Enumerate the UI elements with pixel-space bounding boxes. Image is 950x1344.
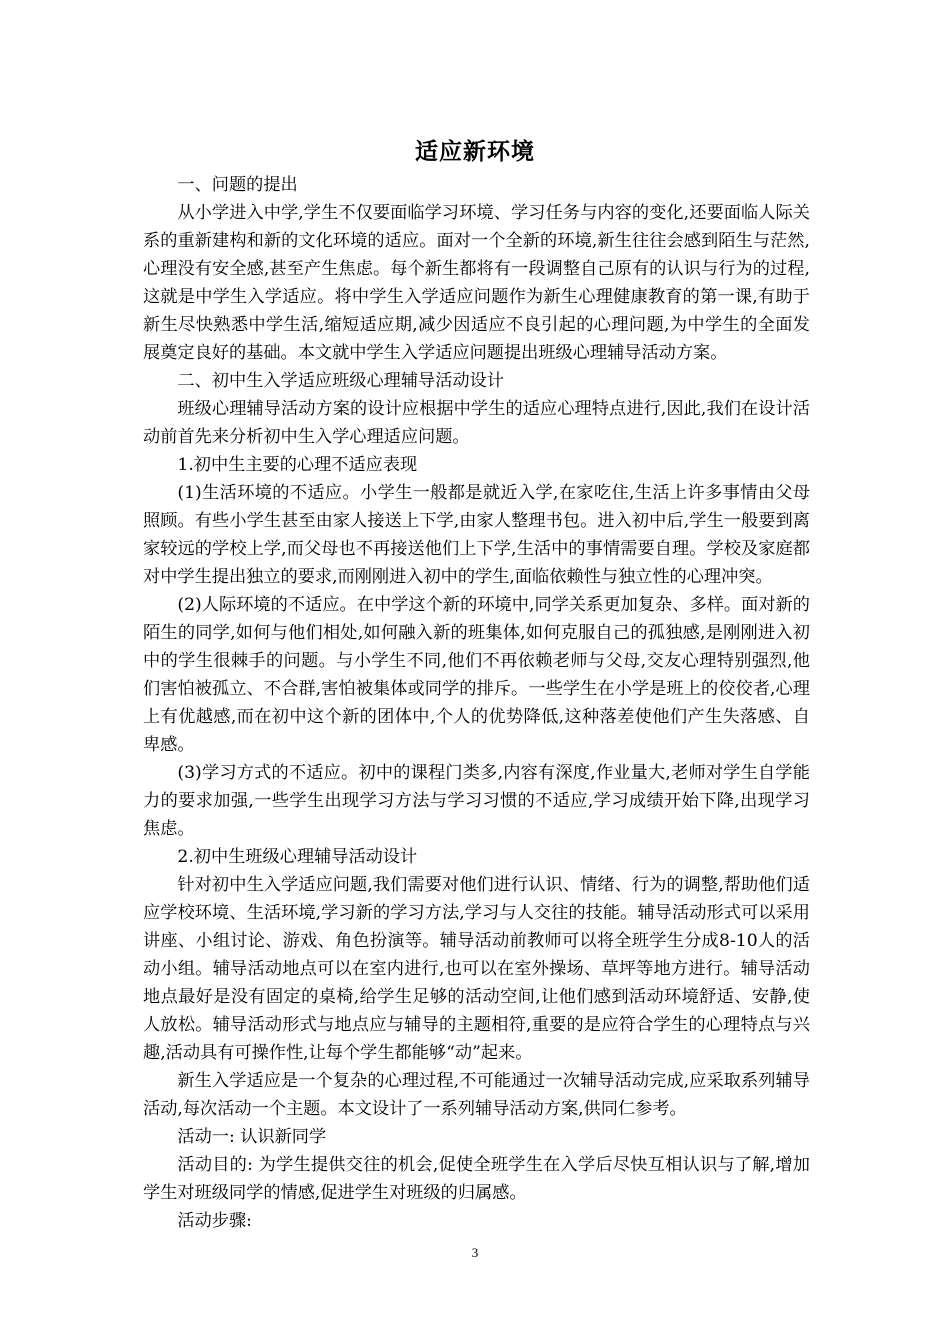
- section-heading: 二、初中生入学适应班级心理辅导活动设计: [177, 371, 504, 391]
- body-paragraph: 从小学进入中学,学生不仅要面临学习环境、学习任务与内容的变化,还要面临人际关系的重新建构和新的文化环境的适应。面对一个全新的环境,新生往往会感到陌生与茫然,心理没有安全感,甚至产生焦虑。每个新生都将有一段调整自己原有的认识与行为的过程,这就是中学生入学适应。将中学生入学适应问题作为新生心理健康教育的第一课,有助于新生尽快熟悉中学生活,缩短适应期,减少因适应不良引起的心理问题,为中学生的全面发展奠定良好的基础。本文就中学生入学适应问题提出班级心理辅导活动方案。: [143, 203, 810, 363]
- subsection-heading: 1.初中生主要的心理不适应表现: [177, 455, 418, 475]
- document-body: [143, 171, 810, 1235]
- body-paragraph: 新生入学适应是一个复杂的心理过程,不可能通过一次辅导活动完成,应采取系列辅导活动,每次活动一个主题。本文设计了一系列辅导活动方案,供同仁参考。: [143, 1071, 810, 1119]
- body-paragraph: 活动步骤:: [177, 1211, 252, 1231]
- subsection-heading: 2.初中生班级心理辅导活动设计: [177, 847, 418, 867]
- document-title: 适应新环境: [415, 139, 535, 165]
- body-paragraph: 针对初中生入学适应问题,我们需要对他们进行认识、情绪、行为的调整,帮助他们适应学校环境、生活环境,学习新的学习方法,学习与人交往的技能。辅导活动形式可以采用讲座、小组讨论、游戏、角色扮演等。辅导活动前教师可以将全班学生分成8-10人的活动小组。辅导活动地点可以在室内进行,也可以在室外操场、草坪等地方进行。辅导活动地点最好是没有固定的桌椅,给学生足够的活动空间,让他们感到活动环境舒适、安静,使人放松。辅导活动形式与地点应与辅导的主题相符,重要的是应符合学生的心理特点与兴趣,活动具有可操作性,让每个学生都能够“动”起来。: [143, 875, 810, 1063]
- body-paragraph: (1)生活环境的不适应。小学生一般都是就近入学,在家吃住,生活上许多事情由父母照顾。有些小学生甚至由家人接送上下学,由家人整理书包。进入初中后,学生一般要到离家较远的学校上学,而父母也不再接送他们上下学,生活中的事情需要自理。学校及家庭都对中学生提出独立的要求,而刚刚进入初中的学生,面临依赖性与独立性的心理冲突。: [143, 483, 810, 587]
- body-paragraph: (2)人际环境的不适应。在中学这个新的环境中,同学关系更加复杂、多样。面对新的陌生的同学,如何与他们相处,如何融入新的班集体,如何克服自己的孤独感,是刚刚进入初中的学生很棘手的问题。与小学生不同,他们不再依赖老师与父母,交友心理特别强烈,他们害怕被孤立、不合群,害怕被集体或同学的排斥。一些学生在小学是班上的佼佼者,心理上有优越感,而在初中这个新的团体中,个人的优势降低,这种落差使他们产生失落感、自卑感。: [143, 595, 810, 755]
- body-paragraph: (3)学习方式的不适应。初中的课程门类多,内容有深度,作业量大,老师对学生自学能力的要求加强,一些学生出现学习方法与学习习惯的不适应,学习成绩开始下降,出现学习焦虑。: [143, 763, 810, 839]
- body-paragraph: 班级心理辅导活动方案的设计应根据中学生的适应心理特点进行,因此,我们在设计活动前首先来分析初中生入学心理适应问题。: [143, 399, 810, 447]
- body-paragraph: 活动目的: 为学生提供交往的机会,促使全班学生在入学后尽快互相认识与了解,增加学生对班级同学的情感,促进学生对班级的归属感。: [143, 1155, 810, 1203]
- page-number: 3: [471, 1245, 479, 1260]
- section-heading: 一、问题的提出: [177, 175, 298, 195]
- activity-heading: 活动一: 认识新同学: [177, 1127, 327, 1147]
